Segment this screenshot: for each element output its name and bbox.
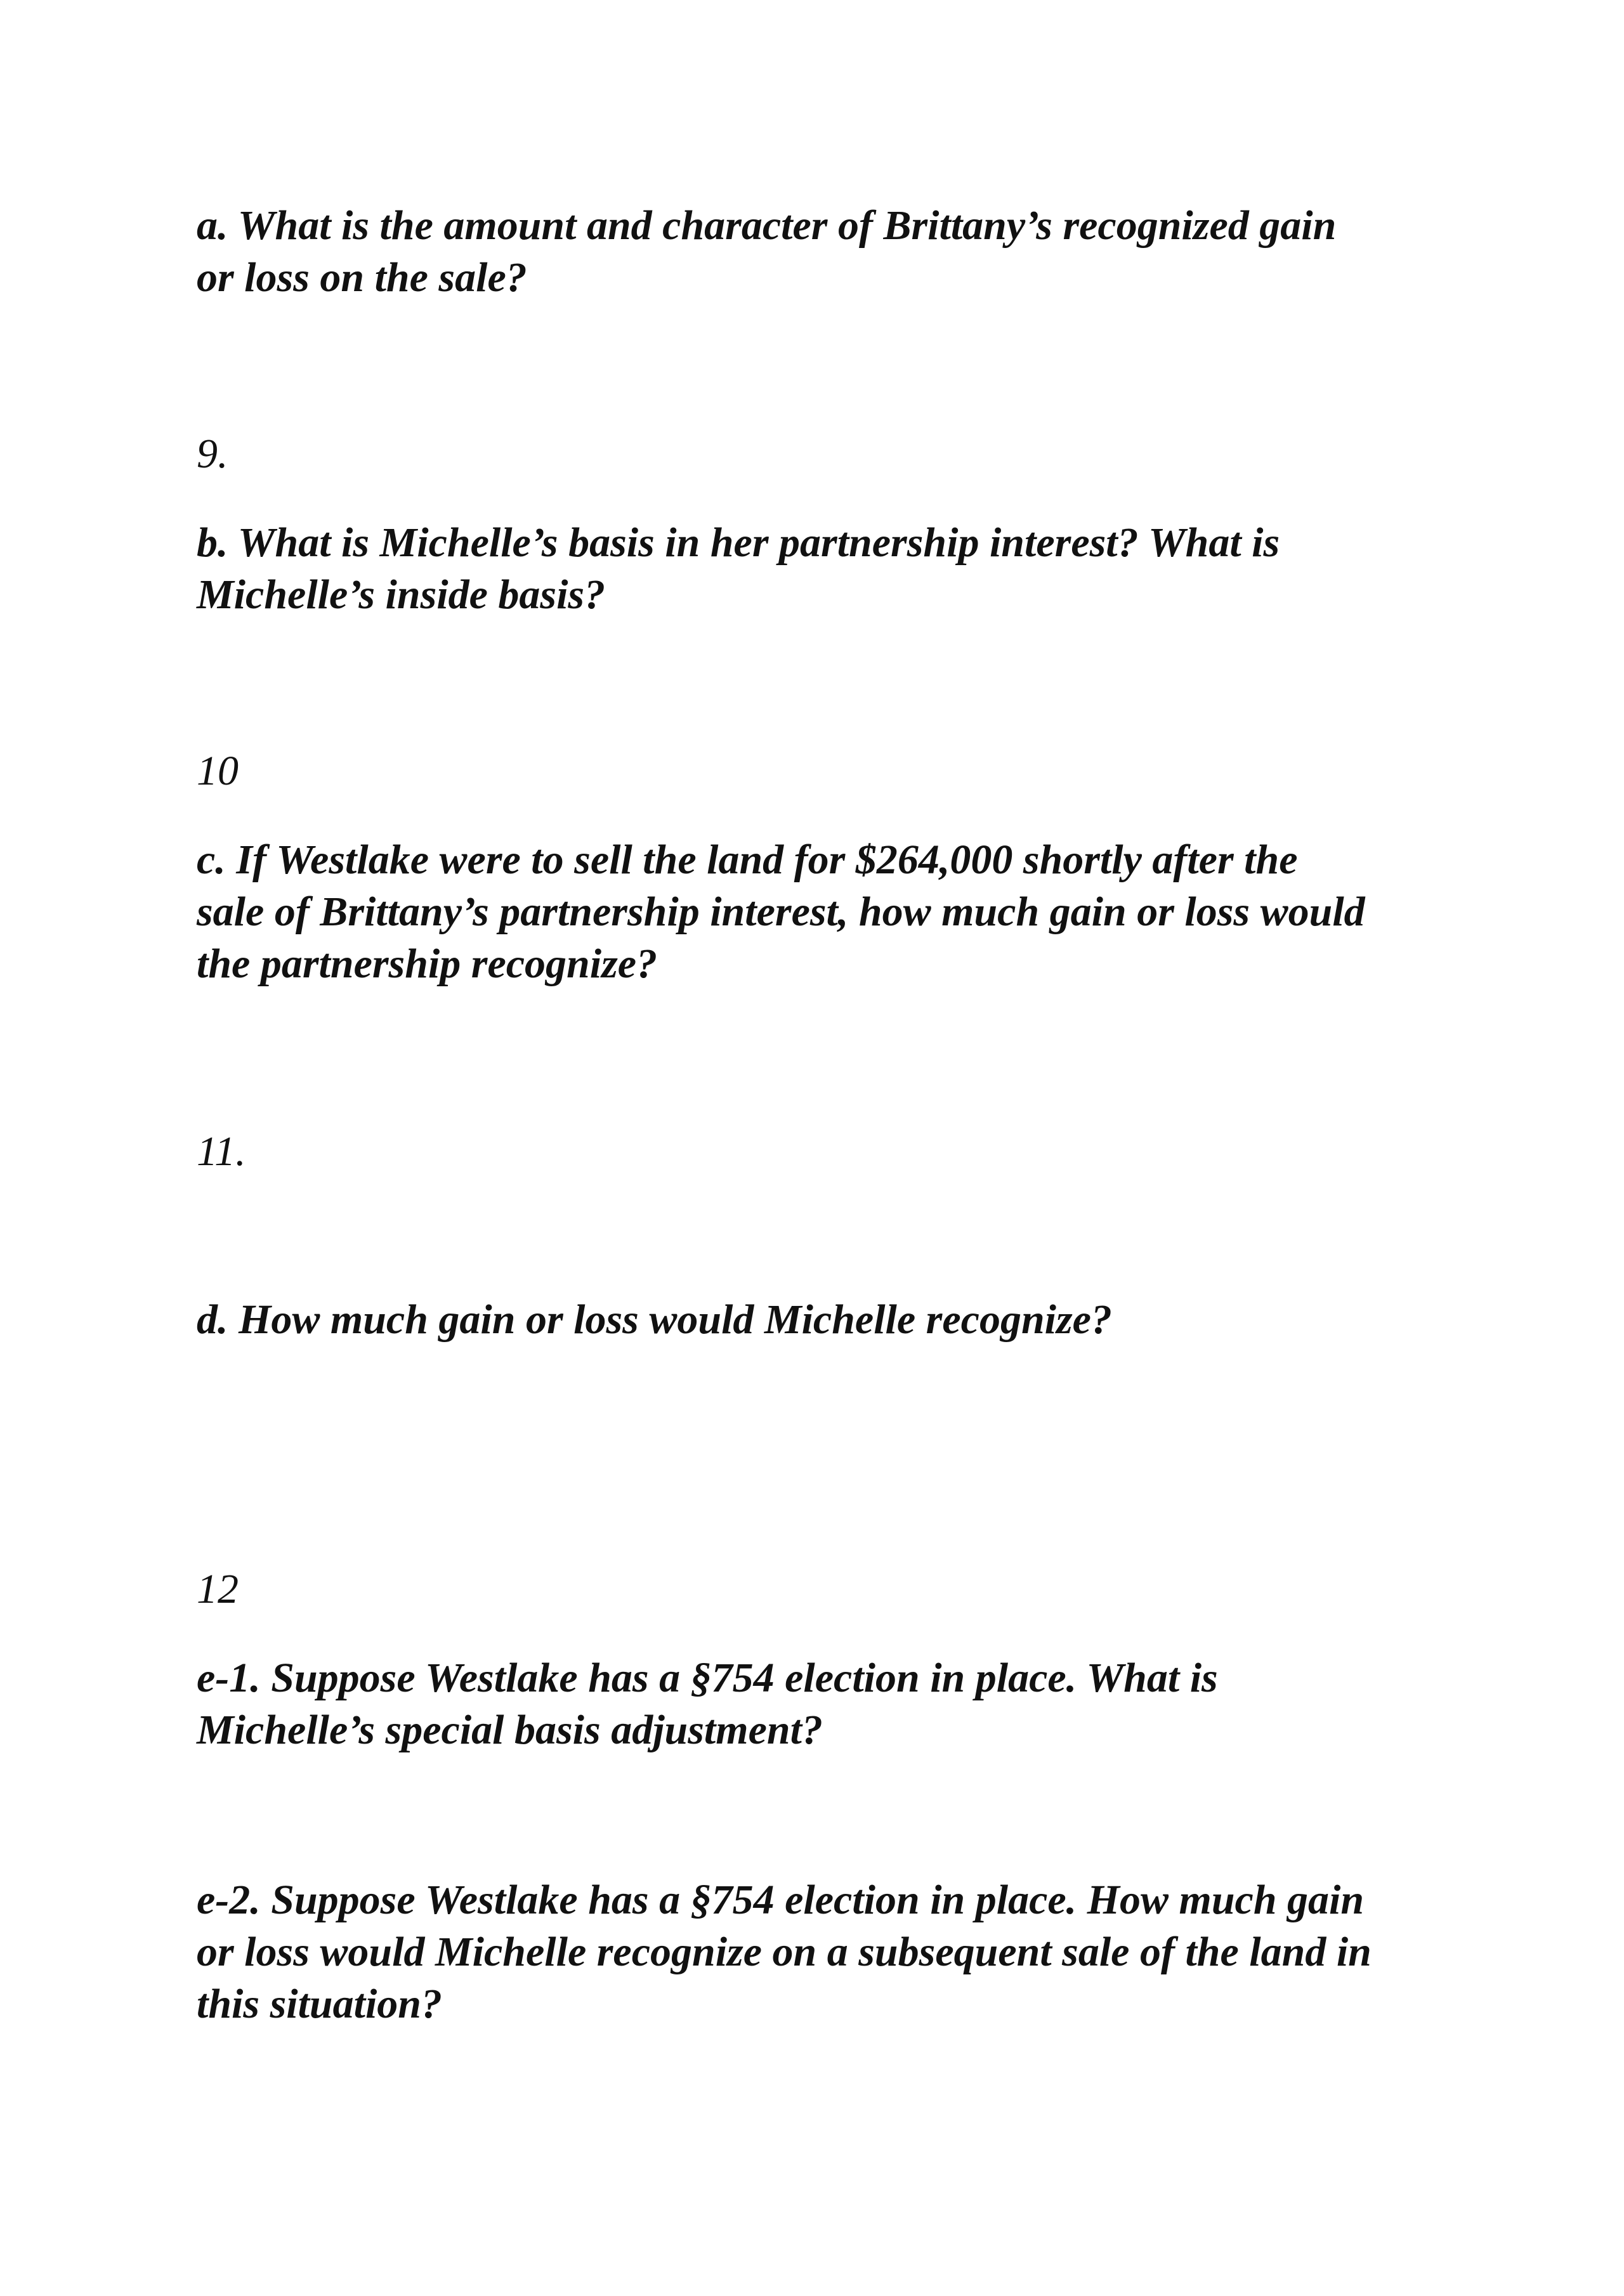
question-line: a. What is the amount and character of Brittany’s recognized gain bbox=[197, 202, 1337, 249]
question-line: e-2. Suppose Westlake has a §754 election in place. How much gain bbox=[197, 1877, 1365, 1923]
question-line: or loss would Michelle recognize on a subsequent sale of the land in bbox=[197, 1929, 1372, 1975]
item-number-9 bbox=[197, 428, 1465, 480]
question-line: or loss on the sale? bbox=[197, 254, 527, 301]
question-line: c. If Westlake were to sell the land for $264,000 shortly after the bbox=[197, 837, 1298, 883]
question-a bbox=[197, 200, 1465, 304]
question-line: Michelle’s inside basis? bbox=[197, 571, 606, 618]
item-number-11 bbox=[197, 1126, 1465, 1178]
item-number: 11. bbox=[197, 1128, 246, 1175]
item-number: 12 bbox=[197, 1566, 239, 1612]
question-line: b. What is Michelle’s basis in her partnership interest? What is bbox=[197, 519, 1280, 566]
item-number-12 bbox=[197, 1563, 1465, 1615]
item-number: 10 bbox=[197, 748, 239, 794]
question-line: the partnership recognize? bbox=[197, 941, 658, 987]
question-line: Michelle’s special basis adjustment? bbox=[197, 1707, 823, 1753]
question-d bbox=[197, 1294, 1465, 1346]
question-b bbox=[197, 517, 1465, 621]
item-number-10 bbox=[197, 745, 1465, 797]
question-line: e-1. Suppose Westlake has a §754 election in place. What is bbox=[197, 1655, 1218, 1701]
question-e-1 bbox=[197, 1652, 1465, 1756]
question-e-2 bbox=[197, 1874, 1465, 2030]
question-c bbox=[197, 834, 1465, 990]
item-number: 9. bbox=[197, 431, 228, 477]
question-line: sale of Brittany’s partnership interest, how much gain or loss would bbox=[197, 889, 1365, 935]
question-line: d. How much gain or loss would Michelle recognize? bbox=[197, 1296, 1112, 1343]
question-line: this situation? bbox=[197, 1981, 443, 2027]
